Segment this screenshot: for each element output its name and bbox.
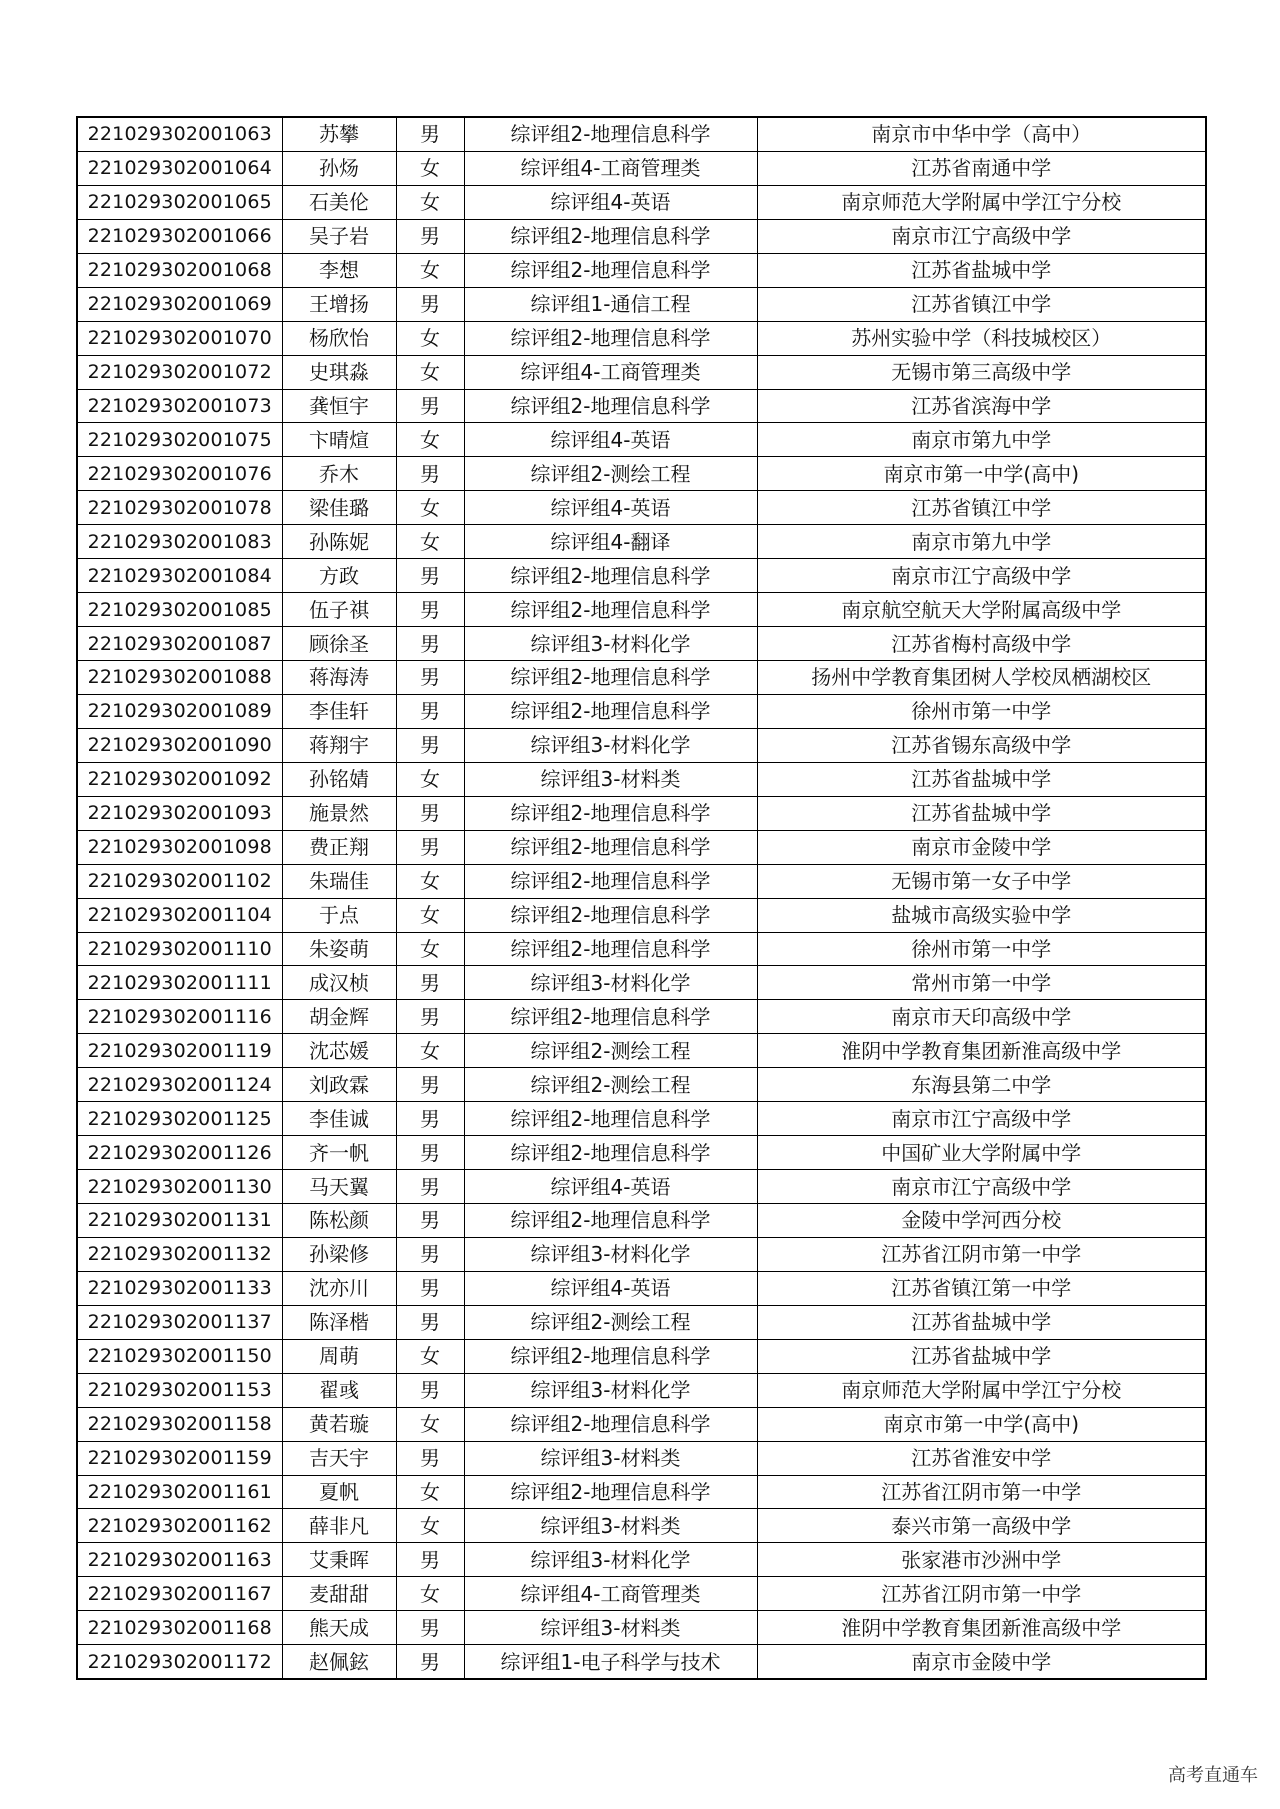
table-row	[77, 1645, 1206, 1679]
gender-cell: 女	[396, 1339, 464, 1373]
table-row	[77, 457, 1206, 491]
admission-number-cell: 221029302001072	[77, 355, 282, 389]
school-cell: 徐州市第一中学	[757, 932, 1206, 966]
gender-cell: 男	[396, 728, 464, 762]
student-name-cell: 李想	[282, 253, 396, 287]
table-row	[77, 1543, 1206, 1577]
student-name-cell: 沈亦川	[282, 1271, 396, 1305]
table-row	[77, 1577, 1206, 1611]
major-group-cell: 综评组3-材料化学	[464, 728, 757, 762]
gender-cell: 女	[396, 898, 464, 932]
student-name-cell: 苏攀	[282, 117, 396, 151]
admission-number-cell: 221029302001064	[77, 151, 282, 185]
gender-cell: 男	[396, 1170, 464, 1204]
school-cell: 南京师范大学附属中学江宁分校	[757, 185, 1206, 219]
student-name-cell: 石美伦	[282, 185, 396, 219]
student-name-cell: 成汉桢	[282, 966, 396, 1000]
student-name-cell: 夏帆	[282, 1475, 396, 1509]
school-cell: 扬州中学教育集团树人学校凤栖湖校区	[757, 661, 1206, 695]
gender-cell: 男	[396, 1204, 464, 1238]
table-row	[77, 1102, 1206, 1136]
gender-cell: 女	[396, 355, 464, 389]
gender-cell: 女	[396, 253, 464, 287]
major-group-cell: 综评组2-地理信息科学	[464, 219, 757, 253]
admission-number-cell: 221029302001092	[77, 762, 282, 796]
student-name-cell: 孙梁修	[282, 1237, 396, 1271]
student-name-cell: 蒋海涛	[282, 661, 396, 695]
student-name-cell: 朱瑞佳	[282, 864, 396, 898]
major-group-cell: 综评组4-英语	[464, 1170, 757, 1204]
school-cell: 江苏省镇江中学	[757, 287, 1206, 321]
major-group-cell: 综评组2-地理信息科学	[464, 694, 757, 728]
table-row	[77, 1509, 1206, 1543]
gender-cell: 女	[396, 185, 464, 219]
student-name-cell: 杨欣怡	[282, 321, 396, 355]
major-group-cell: 综评组2-地理信息科学	[464, 559, 757, 593]
admission-number-cell: 221029302001070	[77, 321, 282, 355]
gender-cell: 男	[396, 1373, 464, 1407]
table-row	[77, 559, 1206, 593]
admission-number-cell: 221029302001065	[77, 185, 282, 219]
gender-cell: 男	[396, 559, 464, 593]
student-name-cell: 乔木	[282, 457, 396, 491]
school-cell: 江苏省南通中学	[757, 151, 1206, 185]
school-cell: 江苏省淮安中学	[757, 1441, 1206, 1475]
student-name-cell: 薛非凡	[282, 1509, 396, 1543]
school-cell: 常州市第一中学	[757, 966, 1206, 1000]
major-group-cell: 综评组2-地理信息科学	[464, 593, 757, 627]
gender-cell: 男	[396, 1068, 464, 1102]
admission-number-cell: 221029302001163	[77, 1543, 282, 1577]
school-cell: 江苏省江阴市第一中学	[757, 1475, 1206, 1509]
gender-cell: 男	[396, 1441, 464, 1475]
admission-number-cell: 221029302001076	[77, 457, 282, 491]
gender-cell: 男	[396, 796, 464, 830]
school-cell: 南京市第一中学(高中)	[757, 457, 1206, 491]
student-name-cell: 孙炀	[282, 151, 396, 185]
table-row	[77, 491, 1206, 525]
major-group-cell: 综评组2-地理信息科学	[464, 1204, 757, 1238]
admission-number-cell: 221029302001124	[77, 1068, 282, 1102]
student-name-cell: 龚恒宇	[282, 389, 396, 423]
school-cell: 无锡市第一女子中学	[757, 864, 1206, 898]
table-row	[77, 423, 1206, 457]
student-name-cell: 蒋翔宇	[282, 728, 396, 762]
gender-cell: 男	[396, 593, 464, 627]
admission-number-cell: 221029302001066	[77, 219, 282, 253]
admission-number-cell: 221029302001083	[77, 525, 282, 559]
school-cell: 江苏省锡东高级中学	[757, 728, 1206, 762]
gender-cell: 男	[396, 389, 464, 423]
table-row	[77, 1068, 1206, 1102]
school-cell: 南京市第九中学	[757, 423, 1206, 457]
table-row	[77, 389, 1206, 423]
student-name-cell: 孙陈妮	[282, 525, 396, 559]
student-name-cell: 黄若璇	[282, 1407, 396, 1441]
student-name-cell: 王增扬	[282, 287, 396, 321]
school-cell: 南京市金陵中学	[757, 1645, 1206, 1679]
table-row	[77, 185, 1206, 219]
table-row	[77, 661, 1206, 695]
student-name-cell: 周萌	[282, 1339, 396, 1373]
school-cell: 张家港市沙洲中学	[757, 1543, 1206, 1577]
admission-number-cell: 221029302001089	[77, 694, 282, 728]
school-cell: 徐州市第一中学	[757, 694, 1206, 728]
major-group-cell: 综评组2-测绘工程	[464, 1305, 757, 1339]
admission-number-cell: 221029302001088	[77, 661, 282, 695]
gender-cell: 男	[396, 830, 464, 864]
major-group-cell: 综评组2-地理信息科学	[464, 321, 757, 355]
gender-cell: 女	[396, 1475, 464, 1509]
major-group-cell: 综评组2-地理信息科学	[464, 253, 757, 287]
major-group-cell: 综评组2-地理信息科学	[464, 898, 757, 932]
admission-number-cell: 221029302001068	[77, 253, 282, 287]
table-row	[77, 627, 1206, 661]
admission-number-cell: 221029302001130	[77, 1170, 282, 1204]
table-row	[77, 1611, 1206, 1645]
student-name-cell: 艾秉晖	[282, 1543, 396, 1577]
major-group-cell: 综评组2-地理信息科学	[464, 1000, 757, 1034]
major-group-cell: 综评组3-材料类	[464, 1509, 757, 1543]
table-row	[77, 1441, 1206, 1475]
major-group-cell: 综评组2-测绘工程	[464, 1068, 757, 1102]
admission-number-cell: 221029302001172	[77, 1645, 282, 1679]
admission-number-cell: 221029302001069	[77, 287, 282, 321]
table-row	[77, 1339, 1206, 1373]
school-cell: 南京市江宁高级中学	[757, 219, 1206, 253]
school-cell: 江苏省梅村高级中学	[757, 627, 1206, 661]
gender-cell: 女	[396, 1509, 464, 1543]
student-name-cell: 朱姿萌	[282, 932, 396, 966]
student-name-cell: 顾徐圣	[282, 627, 396, 661]
admission-number-cell: 221029302001161	[77, 1475, 282, 1509]
admission-number-cell: 221029302001111	[77, 966, 282, 1000]
student-name-cell: 方政	[282, 559, 396, 593]
major-group-cell: 综评组4-工商管理类	[464, 355, 757, 389]
school-cell: 南京市江宁高级中学	[757, 559, 1206, 593]
admission-number-cell: 221029302001126	[77, 1136, 282, 1170]
table-row	[77, 762, 1206, 796]
major-group-cell: 综评组4-英语	[464, 491, 757, 525]
admission-number-cell: 221029302001125	[77, 1102, 282, 1136]
major-group-cell: 综评组3-材料化学	[464, 627, 757, 661]
major-group-cell: 综评组3-材料化学	[464, 1543, 757, 1577]
gender-cell: 女	[396, 864, 464, 898]
table-row	[77, 898, 1206, 932]
admission-number-cell: 221029302001110	[77, 932, 282, 966]
table-row	[77, 1204, 1206, 1238]
admission-number-cell: 221029302001158	[77, 1407, 282, 1441]
gender-cell: 男	[396, 117, 464, 151]
school-cell: 南京市江宁高级中学	[757, 1102, 1206, 1136]
major-group-cell: 综评组2-地理信息科学	[464, 830, 757, 864]
major-group-cell: 综评组4-英语	[464, 423, 757, 457]
gender-cell: 男	[396, 1237, 464, 1271]
gender-cell: 男	[396, 457, 464, 491]
table-row	[77, 287, 1206, 321]
table-row	[77, 1475, 1206, 1509]
school-cell: 江苏省江阴市第一中学	[757, 1577, 1206, 1611]
table-row	[77, 1305, 1206, 1339]
major-group-cell: 综评组2-地理信息科学	[464, 1339, 757, 1373]
gender-cell: 女	[396, 1034, 464, 1068]
student-name-cell: 吉天宇	[282, 1441, 396, 1475]
admission-number-cell: 221029302001085	[77, 593, 282, 627]
major-group-cell: 综评组2-地理信息科学	[464, 864, 757, 898]
school-cell: 金陵中学河西分校	[757, 1204, 1206, 1238]
gender-cell: 女	[396, 525, 464, 559]
roster-table	[76, 116, 1207, 1680]
admission-number-cell: 221029302001075	[77, 423, 282, 457]
admission-number-cell: 221029302001167	[77, 1577, 282, 1611]
gender-cell: 男	[396, 1102, 464, 1136]
student-name-cell: 刘政霖	[282, 1068, 396, 1102]
student-name-cell: 马天翼	[282, 1170, 396, 1204]
school-cell: 江苏省镇江中学	[757, 491, 1206, 525]
admission-number-cell: 221029302001090	[77, 728, 282, 762]
major-group-cell: 综评组4-工商管理类	[464, 151, 757, 185]
school-cell: 淮阴中学教育集团新淮高级中学	[757, 1034, 1206, 1068]
school-cell: 江苏省盐城中学	[757, 796, 1206, 830]
admission-number-cell: 221029302001159	[77, 1441, 282, 1475]
major-group-cell: 综评组3-材料类	[464, 762, 757, 796]
school-cell: 南京市江宁高级中学	[757, 1170, 1206, 1204]
gender-cell: 女	[396, 151, 464, 185]
roster-body	[77, 117, 1206, 1679]
major-group-cell: 综评组2-地理信息科学	[464, 1407, 757, 1441]
student-name-cell: 李佳诚	[282, 1102, 396, 1136]
major-group-cell: 综评组4-翻译	[464, 525, 757, 559]
school-cell: 南京市中华中学（高中）	[757, 117, 1206, 151]
admission-number-cell: 221029302001073	[77, 389, 282, 423]
school-cell: 中国矿业大学附属中学	[757, 1136, 1206, 1170]
major-group-cell: 综评组2-地理信息科学	[464, 1136, 757, 1170]
student-name-cell: 史琪淼	[282, 355, 396, 389]
gender-cell: 女	[396, 423, 464, 457]
student-name-cell: 熊天成	[282, 1611, 396, 1645]
student-name-cell: 李佳轩	[282, 694, 396, 728]
gender-cell: 女	[396, 321, 464, 355]
student-name-cell: 梁佳璐	[282, 491, 396, 525]
school-cell: 江苏省江阴市第一中学	[757, 1237, 1206, 1271]
major-group-cell: 综评组2-地理信息科学	[464, 796, 757, 830]
student-name-cell: 陈泽楷	[282, 1305, 396, 1339]
admission-number-cell: 221029302001168	[77, 1611, 282, 1645]
table-row	[77, 1000, 1206, 1034]
table-row	[77, 728, 1206, 762]
school-cell: 南京市第九中学	[757, 525, 1206, 559]
table-row	[77, 1237, 1206, 1271]
admission-number-cell: 221029302001104	[77, 898, 282, 932]
student-name-cell: 胡金辉	[282, 1000, 396, 1034]
major-group-cell: 综评组2-地理信息科学	[464, 389, 757, 423]
table-row	[77, 1136, 1206, 1170]
gender-cell: 男	[396, 966, 464, 1000]
student-name-cell: 伍子祺	[282, 593, 396, 627]
table-row	[77, 966, 1206, 1000]
gender-cell: 男	[396, 1645, 464, 1679]
watermark-text: 高考直通车	[1168, 1765, 1258, 1786]
gender-cell: 男	[396, 627, 464, 661]
major-group-cell: 综评组4-英语	[464, 1271, 757, 1305]
student-name-cell: 施景然	[282, 796, 396, 830]
school-cell: 江苏省盐城中学	[757, 1305, 1206, 1339]
school-cell: 江苏省滨海中学	[757, 389, 1206, 423]
school-cell: 南京航空航天大学附属高级中学	[757, 593, 1206, 627]
school-cell: 南京市金陵中学	[757, 830, 1206, 864]
student-name-cell: 麦甜甜	[282, 1577, 396, 1611]
school-cell: 江苏省盐城中学	[757, 762, 1206, 796]
school-cell: 苏州实验中学（科技城校区）	[757, 321, 1206, 355]
student-name-cell: 翟彧	[282, 1373, 396, 1407]
table-row	[77, 1034, 1206, 1068]
student-name-cell: 卞晴煊	[282, 423, 396, 457]
major-group-cell: 综评组2-测绘工程	[464, 457, 757, 491]
admission-number-cell: 221029302001131	[77, 1204, 282, 1238]
admission-number-cell: 221029302001162	[77, 1509, 282, 1543]
gender-cell: 女	[396, 762, 464, 796]
gender-cell: 女	[396, 1577, 464, 1611]
table-row	[77, 932, 1206, 966]
school-cell: 无锡市第三高级中学	[757, 355, 1206, 389]
gender-cell: 男	[396, 1543, 464, 1577]
gender-cell: 男	[396, 1000, 464, 1034]
table-row	[77, 151, 1206, 185]
major-group-cell: 综评组3-材料化学	[464, 1373, 757, 1407]
student-name-cell: 陈松颜	[282, 1204, 396, 1238]
major-group-cell: 综评组2-地理信息科学	[464, 117, 757, 151]
major-group-cell: 综评组4-工商管理类	[464, 1577, 757, 1611]
school-cell: 南京市第一中学(高中)	[757, 1407, 1206, 1441]
major-group-cell: 综评组2-地理信息科学	[464, 661, 757, 695]
table-row	[77, 525, 1206, 559]
school-cell: 淮阴中学教育集团新淮高级中学	[757, 1611, 1206, 1645]
table-row	[77, 355, 1206, 389]
admission-number-cell: 221029302001153	[77, 1373, 282, 1407]
gender-cell: 男	[396, 1611, 464, 1645]
student-name-cell: 吴子岩	[282, 219, 396, 253]
school-cell: 江苏省盐城中学	[757, 253, 1206, 287]
gender-cell: 男	[396, 1271, 464, 1305]
admission-number-cell: 221029302001119	[77, 1034, 282, 1068]
table-row	[77, 1373, 1206, 1407]
table-row	[77, 694, 1206, 728]
gender-cell: 男	[396, 287, 464, 321]
major-group-cell: 综评组2-地理信息科学	[464, 1102, 757, 1136]
major-group-cell: 综评组1-电子科学与技术	[464, 1645, 757, 1679]
table-row	[77, 593, 1206, 627]
admission-number-cell: 221029302001150	[77, 1339, 282, 1373]
school-cell: 南京市天印高级中学	[757, 1000, 1206, 1034]
table-row	[77, 796, 1206, 830]
admission-number-cell: 221029302001132	[77, 1237, 282, 1271]
gender-cell: 女	[396, 1407, 464, 1441]
gender-cell: 男	[396, 1136, 464, 1170]
table-row	[77, 1271, 1206, 1305]
major-group-cell: 综评组3-材料化学	[464, 966, 757, 1000]
table-row	[77, 117, 1206, 151]
student-name-cell: 孙铭婧	[282, 762, 396, 796]
major-group-cell: 综评组4-英语	[464, 185, 757, 219]
major-group-cell: 综评组2-地理信息科学	[464, 1475, 757, 1509]
table-row	[77, 830, 1206, 864]
table-row	[77, 219, 1206, 253]
admission-number-cell: 221029302001133	[77, 1271, 282, 1305]
gender-cell: 男	[396, 661, 464, 695]
gender-cell: 女	[396, 491, 464, 525]
school-cell: 泰兴市第一高级中学	[757, 1509, 1206, 1543]
table-row	[77, 253, 1206, 287]
student-name-cell: 费正翔	[282, 830, 396, 864]
school-cell: 江苏省盐城中学	[757, 1339, 1206, 1373]
school-cell: 东海县第二中学	[757, 1068, 1206, 1102]
table-row	[77, 1170, 1206, 1204]
admission-number-cell: 221029302001078	[77, 491, 282, 525]
table-row	[77, 864, 1206, 898]
major-group-cell: 综评组3-材料类	[464, 1441, 757, 1475]
table-row	[77, 321, 1206, 355]
student-name-cell: 沈芯媛	[282, 1034, 396, 1068]
major-group-cell: 综评组3-材料类	[464, 1611, 757, 1645]
gender-cell: 女	[396, 932, 464, 966]
admission-number-cell: 221029302001063	[77, 117, 282, 151]
table-row	[77, 1407, 1206, 1441]
admission-number-cell: 221029302001098	[77, 830, 282, 864]
major-group-cell: 综评组2-测绘工程	[464, 1034, 757, 1068]
student-name-cell: 赵佩鉉	[282, 1645, 396, 1679]
school-cell: 盐城市高级实验中学	[757, 898, 1206, 932]
admission-number-cell: 221029302001137	[77, 1305, 282, 1339]
student-name-cell: 齐一帆	[282, 1136, 396, 1170]
admission-number-cell: 221029302001093	[77, 796, 282, 830]
admission-number-cell: 221029302001116	[77, 1000, 282, 1034]
major-group-cell: 综评组2-地理信息科学	[464, 932, 757, 966]
school-cell: 江苏省镇江第一中学	[757, 1271, 1206, 1305]
admission-number-cell: 221029302001102	[77, 864, 282, 898]
major-group-cell: 综评组3-材料化学	[464, 1237, 757, 1271]
admission-number-cell: 221029302001087	[77, 627, 282, 661]
admission-number-cell: 221029302001084	[77, 559, 282, 593]
major-group-cell: 综评组1-通信工程	[464, 287, 757, 321]
gender-cell: 男	[396, 1305, 464, 1339]
gender-cell: 男	[396, 694, 464, 728]
gender-cell: 男	[396, 219, 464, 253]
school-cell: 南京师范大学附属中学江宁分校	[757, 1373, 1206, 1407]
student-name-cell: 于点	[282, 898, 396, 932]
